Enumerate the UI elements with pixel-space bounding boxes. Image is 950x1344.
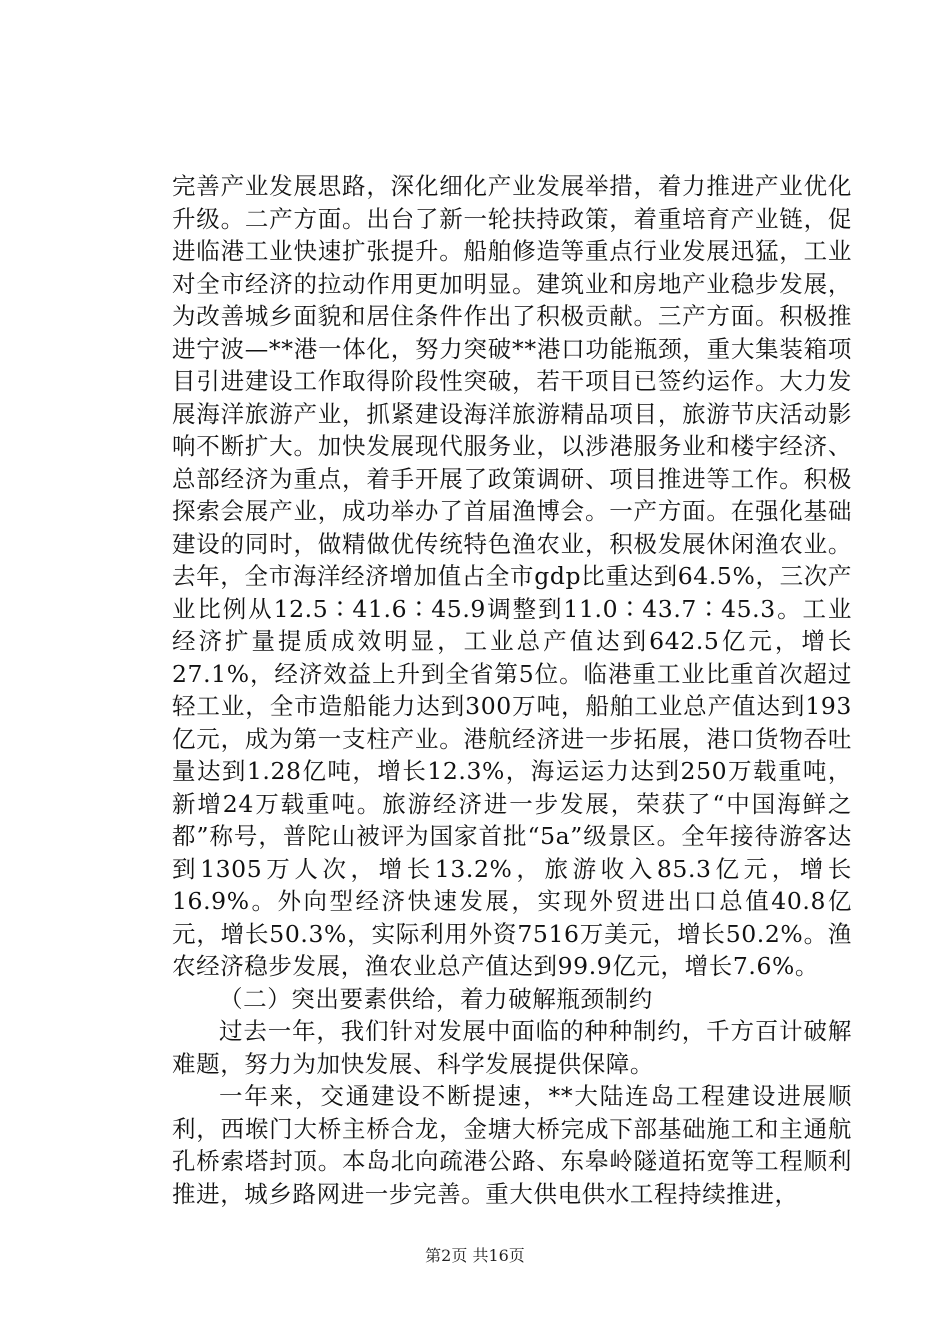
paragraph-industry-development: 完善产业发展思路，深化细化产业发展举措，着力推进产业优化升级。二产方面。出台了新一轮扶持政策，着重培育产业链，促进临港工业快速扩张提升。船舶修造等重点行业发展迅猛，工业对全市经济的拉动作用更加明显。建筑业和房地产业稳步发展，为改善城乡面貌和居住条件作出了积极贡献。三产方面。积极推进宁波—**港一体化，努力突破**港口功能瓶颈，重大集装箱项目引进建设工作取得阶段性突破，若干项目已签约运作。大力发展海洋旅游产业，抓紧建设海洋旅游精品项目，旅游节庆活动影响不断扩大。加快发展现代服务业，以涉港服务业和楼宇经济、总部经济为重点，着手开展了政策调研、项目推进等工作。积极探索会展产业，成功举办了首届渔博会。一产方面。在强化基础建设的同时，做精做优传统特色渔农业，积极发展休闲渔农业。去年，全市海洋经济增加值占全市gdp比重达到64.5%，三次产业比例从12.5∶41.6∶45.9调整到11.0∶43.7∶45.3。工业经济扩量提质成效明显，工业总产值达到642.5亿元，增长27.1%，经济效益上升到全省第5位。临港重工业比重首次超过轻工业，全市造船能力达到300万吨，船舶工业总产值达到193亿元，成为第一支柱产业。港航经济进一步拓展，港口货物吞吐量达到1.28亿吨，增长12.3%，海运运力达到250万载重吨，新增24万载重吨。旅游经济进一步发展，荣获了“中国海鲜之都”称号，普陀山被评为国家首批“5a”级景区。全年接待游客达到1305万人次，增长13.2%，旅游收入85.3亿元，增长16.9%。外向型经济快速发展，实现外贸进出口总值40.8亿元，增长50.3%，实际利用外资7516万美元，增长50.2%。渔农经济稳步发展，渔农业总产值达到99.9亿元，增长7.6%。 — [172, 172, 852, 980]
paragraph-factor-supply: 过去一年，我们针对发展中面临的种种制约，千方百计破解难题，努力为加快发展、科学发展提供保障。 — [172, 1017, 852, 1078]
page-footer: 第2页 共16页 — [425, 1246, 525, 1265]
section-heading: （二）突出要素供给，着力破解瓶颈制约 — [219, 984, 653, 1013]
document-body — [172, 170, 852, 1210]
paragraph-transport-construction: 一年来，交通建设不断提速，**大陆连岛工程建设进展顺利，西堠门大桥主桥合龙，金塘大桥完成下部基础施工和主通航孔桥索塔封顶。本岛北向疏港公路、东皋岭隧道拓宽等工程顺利推进，城乡路网进一步完善。重大供电供水工程持续推进， — [172, 1082, 852, 1208]
